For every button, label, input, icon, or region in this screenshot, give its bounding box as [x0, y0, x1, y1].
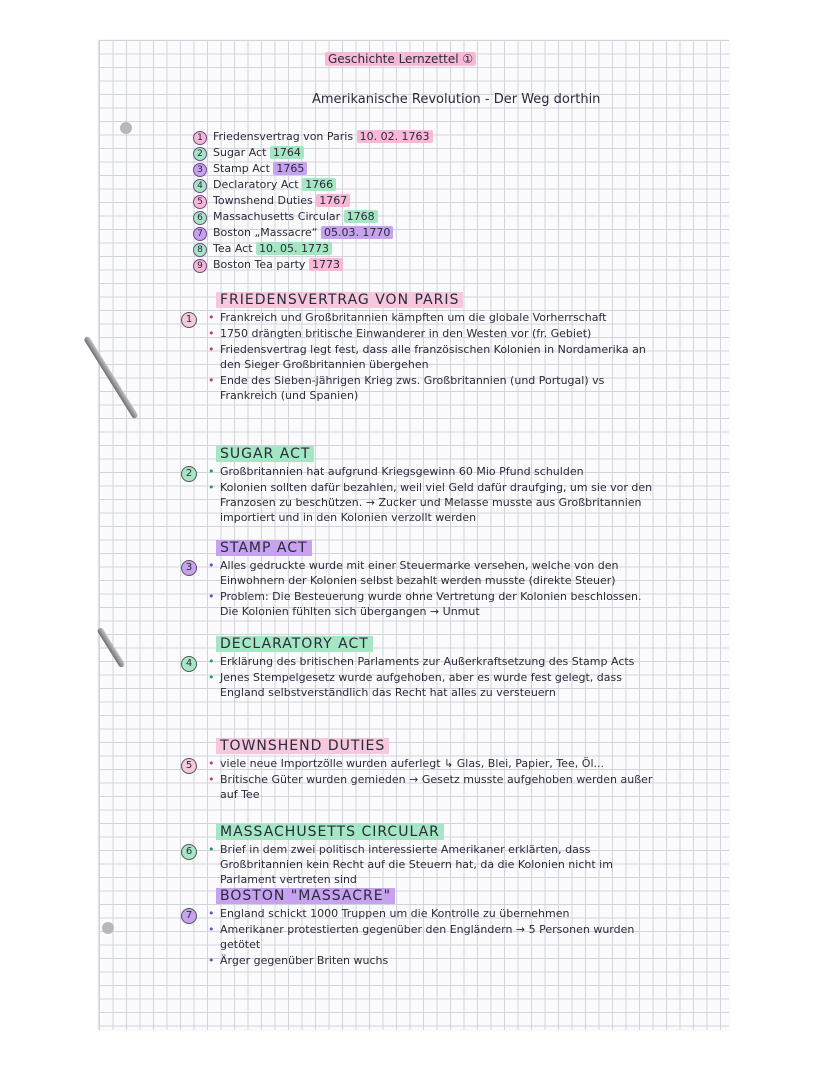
punch-hole — [102, 922, 114, 934]
toc-date: 10. 02. 1763 — [357, 130, 433, 143]
toc-number: 5 — [193, 195, 207, 209]
page-subtitle: Amerikanische Revolution - Der Weg dorthin — [312, 92, 601, 107]
section-bullets — [208, 906, 653, 969]
section-number: 7 — [181, 908, 197, 924]
toc-item — [193, 178, 433, 194]
bullet-item: • Ärger gegenüber Briten wuchs — [208, 953, 653, 968]
bullet-item: • Problem: Die Besteuerung wurde ohne Vertretung der Kolonien beschlossen. Die Kolonien fühlten sich übergangen → Unmut — [208, 589, 653, 619]
bullet-item: • Alles gedruckte wurde mit einer Steuermarke versehen, welche von den Einwohnern der Kolonien selbst bezahlt werden musste (direkte Steuer) — [208, 558, 653, 588]
page-title: Geschichte Lernzettel ① — [325, 51, 476, 67]
toc-item — [193, 226, 433, 242]
bullet-item: • Kolonien sollten dafür bezahlen, weil viel Geld dafür draufging, um sie vor den Franzosen zu beschützen. → Zucker und Melasse musste aus Großbritannien importiert und in den Kolonien verzollt werden — [208, 480, 653, 525]
section-number: 6 — [181, 844, 197, 860]
section-bullets — [208, 654, 653, 701]
bullet-item: • Frankreich und Großbritannien kämpften um die globale Vorherrschaft — [208, 310, 653, 325]
section-bullets — [208, 558, 653, 620]
toc-item — [193, 194, 433, 210]
toc-number: 1 — [193, 131, 207, 145]
bullet-item: • Brief in dem zwei politisch interessierte Amerikaner erklärten, dass Großbritannien kein Recht auf die Steuern hat, da die Kolonien nicht im Parlament vertreten sind — [208, 842, 653, 887]
toc-item — [193, 162, 433, 178]
toc-date: 1768 — [344, 210, 378, 223]
toc-number: 9 — [193, 259, 207, 273]
toc-label: Townshend Duties — [213, 194, 317, 207]
toc-number: 7 — [193, 227, 207, 241]
section-heading: BOSTON "MASSACRE" — [216, 888, 395, 904]
toc-label: Massachusetts Circular — [213, 210, 344, 223]
toc-label: Declaratory Act — [213, 178, 303, 191]
table-of-contents — [193, 130, 433, 274]
section-number: 3 — [181, 560, 197, 576]
bullet-item: • viele neue Importzölle wurden auferlegt ↳ Glas, Blei, Papier, Tee, Öl... — [208, 756, 653, 771]
section-number: 1 — [181, 312, 197, 328]
bullet-item: • 1750 drängten britische Einwanderer in den Westen vor (fr. Gebiet) — [208, 326, 653, 341]
section-heading: MASSACHUSETTS CIRCULAR — [216, 824, 444, 840]
toc-item — [193, 258, 433, 274]
section-heading: TOWNSHEND DUTIES — [216, 738, 389, 754]
bullet-item: • Ende des Sieben-jährigen Krieg zws. Großbritannien (und Portugal) vs Frankreich (und Spanien) — [208, 373, 653, 403]
toc-date: 1766 — [302, 178, 336, 191]
section-heading: DECLARATORY ACT — [216, 636, 373, 652]
section-heading: FRIEDENSVERTRAG VON PARIS — [216, 292, 463, 308]
bullet-item: • England schickt 1000 Truppen um die Kontrolle zu übernehmen — [208, 906, 653, 921]
section-bullets — [208, 464, 653, 526]
section-number: 4 — [181, 656, 197, 672]
toc-number: 6 — [193, 211, 207, 225]
toc-date: 1773 — [309, 258, 343, 271]
bullet-item: • Großbritannien hat aufgrund Kriegsgewinn 60 Mio Pfund schulden — [208, 464, 653, 479]
toc-item — [193, 130, 433, 146]
toc-label: Boston „Massacre“ — [213, 226, 321, 239]
bullet-item: • Amerikaner protestierten gegenüber den Engländern → 5 Personen wurden getötet — [208, 922, 653, 952]
toc-item — [193, 242, 433, 258]
bullet-item: • Friedensvertrag legt fest, dass alle französischen Kolonien in Nordamerika an den Sieger Großbritannien übergehen — [208, 342, 653, 372]
toc-date: 1765 — [273, 162, 307, 175]
toc-label: Sugar Act — [213, 146, 270, 159]
toc-date: 05.03. 1770 — [321, 226, 393, 239]
toc-number: 8 — [193, 243, 207, 257]
section-heading: SUGAR ACT — [216, 446, 314, 462]
toc-number: 4 — [193, 179, 207, 193]
toc-date: 10. 05. 1773 — [256, 242, 332, 255]
section-bullets — [208, 310, 653, 404]
toc-item — [193, 146, 433, 162]
toc-label: Friedensvertrag von Paris — [213, 130, 357, 143]
bullet-item: • Erklärung des britischen Parlaments zur Außerkraftsetzung des Stamp Acts — [208, 654, 653, 669]
toc-label: Boston Tea party — [213, 258, 309, 271]
section-bullets — [208, 756, 653, 803]
section-number: 2 — [181, 466, 197, 482]
toc-date: 1764 — [270, 146, 304, 159]
toc-label: Tea Act — [213, 242, 257, 255]
punch-hole — [120, 122, 132, 134]
section-heading: STAMP ACT — [216, 540, 312, 556]
toc-label: Stamp Act — [213, 162, 274, 175]
toc-number: 2 — [193, 147, 207, 161]
section-number: 5 — [181, 758, 197, 774]
toc-item — [193, 210, 433, 226]
bullet-item: • Britische Güter wurden gemieden → Gesetz musste aufgehoben werden außer auf Tee — [208, 772, 653, 802]
bullet-item: • Jenes Stempelgesetz wurde aufgehoben, aber es wurde fest gelegt, dass England selbstverständlich das Recht hat alles zu versteuern — [208, 670, 653, 700]
section-bullets — [208, 842, 653, 888]
toc-number: 3 — [193, 163, 207, 177]
toc-date: 1767 — [316, 194, 350, 207]
